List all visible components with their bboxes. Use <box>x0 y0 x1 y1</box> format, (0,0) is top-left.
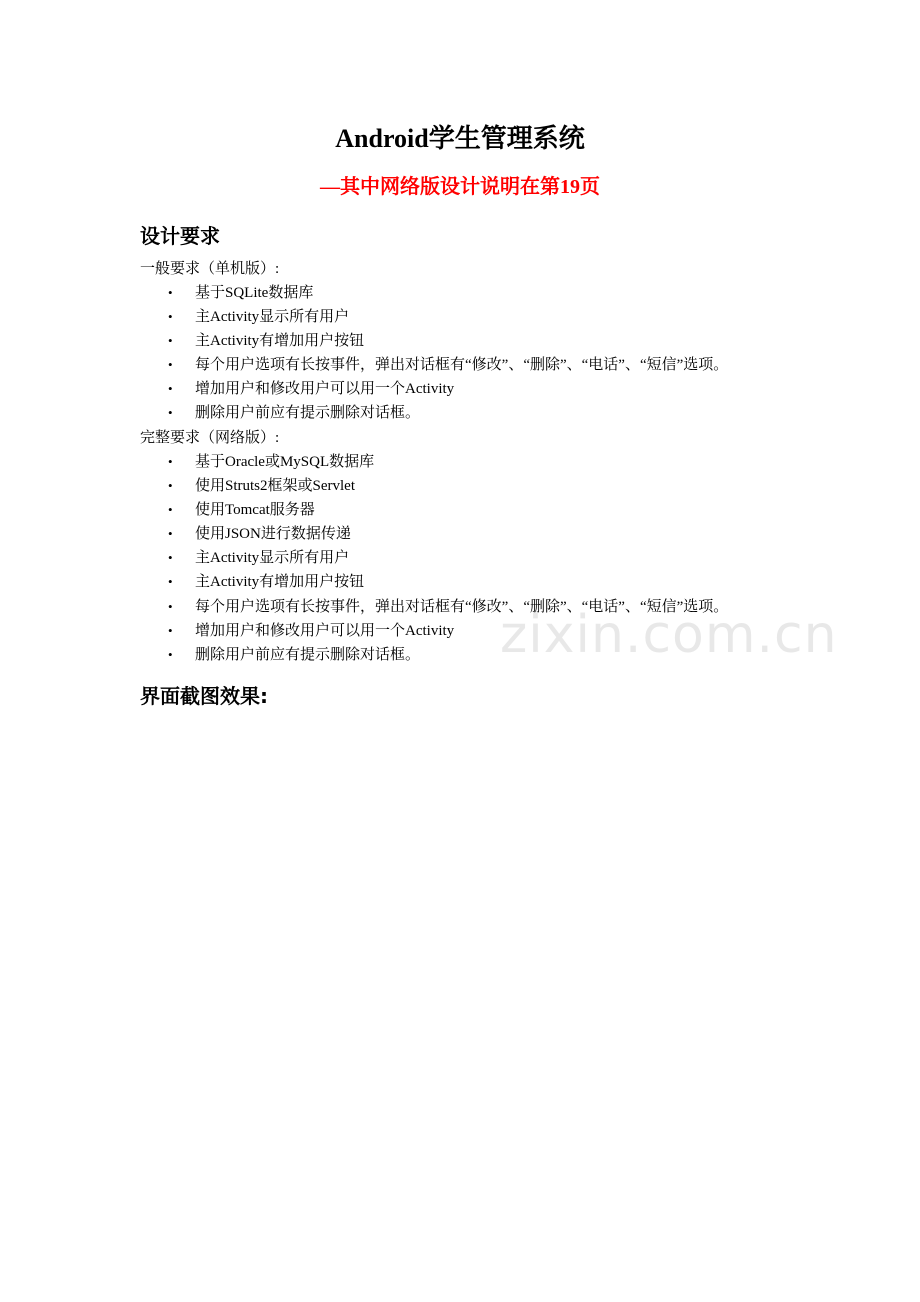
document-title: Android学生管理系统 <box>335 124 585 153</box>
list-item-text: 删除用户前应有提示删除对话框。 <box>195 405 421 422</box>
watermark: zixin.com.cn <box>500 605 838 665</box>
list-item <box>140 524 728 548</box>
bullet-icon: • <box>168 478 173 494</box>
standalone-requirements-label: 一般要求（单机版）: <box>140 261 280 277</box>
list-item-text: 增加用户和修改用户可以用一个Activity <box>195 622 455 639</box>
list-item-text: 每个用户选项有长按事件，弹出对话框有“修改”、“删除”、“电话”、“短信”选项。 <box>195 357 729 374</box>
list-item-text: 基于SQLite数据库 <box>195 285 314 301</box>
list-item-text: 每个用户选项有长按事件，弹出对话框有“修改”、“删除”、“电话”、“短信”选项。 <box>195 598 729 615</box>
document-subtitle: —其中网络版设计说明在第19页 <box>320 176 600 198</box>
list-item-text: 使用JSON进行数据传递 <box>195 526 351 543</box>
list-item <box>140 452 728 476</box>
bullet-icon: • <box>168 550 173 566</box>
list-item <box>140 476 728 500</box>
list-item-text: 使用Tomcat服务器 <box>195 502 315 519</box>
network-requirements-list <box>140 452 728 669</box>
list-item-text: 使用Struts2框架或Servlet <box>195 478 355 495</box>
bullet-icon: • <box>168 285 173 300</box>
section-heading-screenshots: 界面截图效果: <box>140 684 268 708</box>
list-item <box>140 355 728 379</box>
bullet-icon: • <box>168 454 173 469</box>
bullet-icon: • <box>168 502 173 518</box>
bullet-icon: • <box>168 333 173 349</box>
list-item <box>140 645 728 669</box>
list-item <box>140 331 728 355</box>
bullet-icon: • <box>168 622 173 638</box>
section-heading-design-requirements: 设计要求 <box>140 224 220 248</box>
list-item <box>140 283 728 307</box>
bullet-icon: • <box>168 526 173 542</box>
list-item <box>140 403 728 427</box>
standalone-requirements-list <box>140 283 728 428</box>
list-item-text: 主Activity显示所有用户 <box>195 550 350 567</box>
bullet-icon: • <box>168 405 173 421</box>
list-item-text: 增加用户和修改用户可以用一个Activity <box>195 381 455 398</box>
list-item <box>140 597 728 621</box>
bullet-icon: • <box>168 574 173 590</box>
list-item-text: 删除用户前应有提示删除对话框。 <box>195 646 421 663</box>
list-item <box>140 621 728 645</box>
network-requirements-label: 完整要求（网络版）: <box>140 430 280 446</box>
list-item <box>140 307 728 331</box>
list-item <box>140 548 728 572</box>
bullet-icon: • <box>168 357 173 373</box>
bullet-icon: • <box>168 646 173 662</box>
list-item <box>140 379 728 403</box>
bullet-icon: • <box>168 598 173 614</box>
list-item-text: 主Activity显示所有用户 <box>195 309 350 326</box>
list-item <box>140 572 728 596</box>
bullet-icon: • <box>168 381 173 397</box>
list-item-text: 主Activity有增加用户按钮 <box>195 574 365 591</box>
list-item-text: 基于Oracle或MySQL数据库 <box>195 454 375 470</box>
list-item-text: 主Activity有增加用户按钮 <box>195 333 365 350</box>
list-item <box>140 500 728 524</box>
bullet-icon: • <box>168 309 173 325</box>
